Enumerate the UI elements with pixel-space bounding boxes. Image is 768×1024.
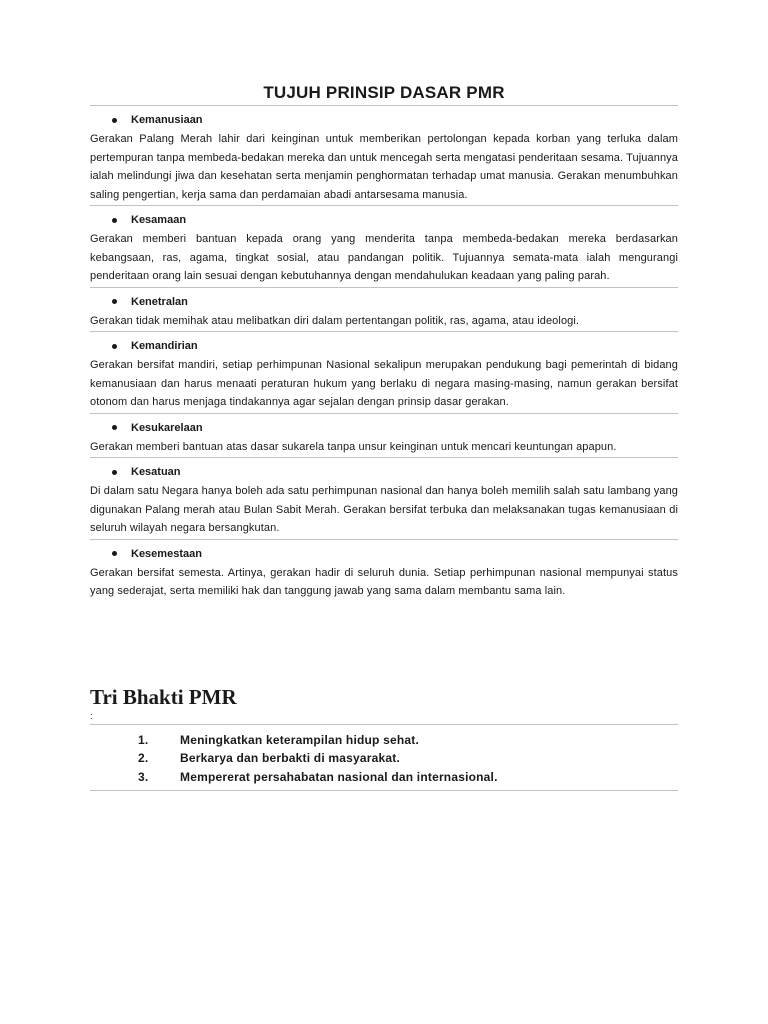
principle-body: Gerakan tidak memihak atau melibatkan diri dalam pertentangan politik, ras, agama, atau ideologi. <box>90 314 580 327</box>
principle-heading <box>90 465 678 479</box>
principle-heading-label: Kesamaan <box>131 214 187 226</box>
bullet-icon <box>112 299 117 304</box>
principle-heading <box>90 339 678 353</box>
list-item <box>90 768 678 787</box>
divider <box>90 457 678 458</box>
principle-kemandirian <box>90 339 678 413</box>
tri-bhakti-colon: : <box>90 710 93 721</box>
principle-kesamaan <box>90 213 678 287</box>
list-item <box>90 749 678 768</box>
document-title: TUJUH PRINSIP DASAR PMR <box>263 83 505 102</box>
list-item-number: 2. <box>138 751 149 765</box>
divider <box>90 539 678 540</box>
tri-bhakti-heading: Tri Bhakti PMR <box>90 684 237 709</box>
divider <box>90 287 678 288</box>
principle-body: Di dalam satu Negara hanya boleh ada satu perhimpunan nasional dan hanya boleh memilih salah satu lambang yang digunakan Palang merah atau Bulan Sabit Merah. Gerakan bersifat terbuka dan melaksanakan tugas kemanusiaan di seluruh wilayah negara bersangkutan. <box>90 485 678 534</box>
list-item-text: Mempererat persahabatan nasional dan internasional. <box>180 769 498 784</box>
principle-kesatuan <box>90 465 678 539</box>
principle-body: Gerakan memberi bantuan kepada orang yang menderita tanpa membeda-bedakan mereka berdasarkan kebangsaan, ras, agama, tingkat sosial, atau pandangan politik. Tujuannya semata-mata ialah mengurangi penderitaan orang lain sesuai dengan kebutuhannya dengan mendahulukan keadaan yang paling parah. <box>90 233 678 282</box>
list-item-text: Meningkatkan keterampilan hidup sehat. <box>180 732 419 747</box>
divider <box>90 790 678 791</box>
principle-heading-label: Kesatuan <box>131 466 181 478</box>
list-item-text: Berkarya dan berbakti di masyarakat. <box>180 751 400 765</box>
principle-kenetralan <box>90 295 678 332</box>
principle-heading-label: Kesukarelaan <box>131 421 203 434</box>
principle-heading <box>90 213 678 227</box>
list-item-number: 1. <box>138 732 149 747</box>
principle-body: Gerakan bersifat semesta. Artinya, gerakan hadir di seluruh dunia. Setiap perhimpunan nasional mempunyai status yang sederajat, serta memiliki hak dan tanggung jawab yang sama dalam membantu sama lain. <box>90 566 678 597</box>
principle-heading <box>90 421 678 435</box>
principle-body: Gerakan bersifat mandiri, setiap perhimpunan Nasional sekalipun merupakan pendukung bagi pemerintah di bidang kemanusiaan dan harus menaati peraturan hukum yang berlaku di negara masing-masing, namun gerakan bersifat otonom dan harus menjaga tindakannya agar sejalan dengan prinsip dasar gerakan. <box>90 359 678 408</box>
divider <box>90 413 678 414</box>
bullet-icon <box>112 470 117 475</box>
principle-heading-label: Kenetralan <box>131 295 188 308</box>
list-item <box>90 731 678 750</box>
bullet-icon <box>112 344 117 349</box>
principle-heading-label: Kemanusiaan <box>131 114 203 126</box>
principle-kemanusiaan <box>90 113 678 205</box>
divider <box>90 205 678 206</box>
principle-kesemestaan <box>90 547 678 602</box>
principle-heading <box>90 547 678 561</box>
principle-heading <box>90 113 678 127</box>
bullet-icon <box>112 218 117 223</box>
divider <box>90 724 678 725</box>
principle-heading <box>90 295 678 309</box>
bullet-icon <box>112 551 117 556</box>
principle-kesukarelaan <box>90 421 678 458</box>
bullet-icon <box>112 118 117 123</box>
principle-body: Gerakan memberi bantuan atas dasar sukarela tanpa unsur keinginan untuk mencari keuntungan apapun. <box>90 440 617 453</box>
list-item-number: 3. <box>138 769 149 784</box>
divider <box>90 331 678 332</box>
bullet-icon <box>112 425 117 430</box>
divider <box>90 105 678 106</box>
principle-heading-label: Kemandirian <box>131 340 198 352</box>
tri-bhakti-list <box>90 731 678 787</box>
principle-body: Gerakan Palang Merah lahir dari keinginan untuk memberikan pertolongan kepada korban yang terluka dalam pertempuran tanpa membeda-bedakan mereka dan untuk mencegah serta mengatasi penderitaan sesama. Tujuannya ialah melindungi jiwa dan kesehatan serta menjamin penghormatan terhadap umat manusia. Gerakan menumbuhkan saling pengertian, kerja sama dan perdamaian abadi antarsesama manusia. <box>90 133 678 201</box>
principle-heading-label: Kesemestaan <box>131 547 202 560</box>
